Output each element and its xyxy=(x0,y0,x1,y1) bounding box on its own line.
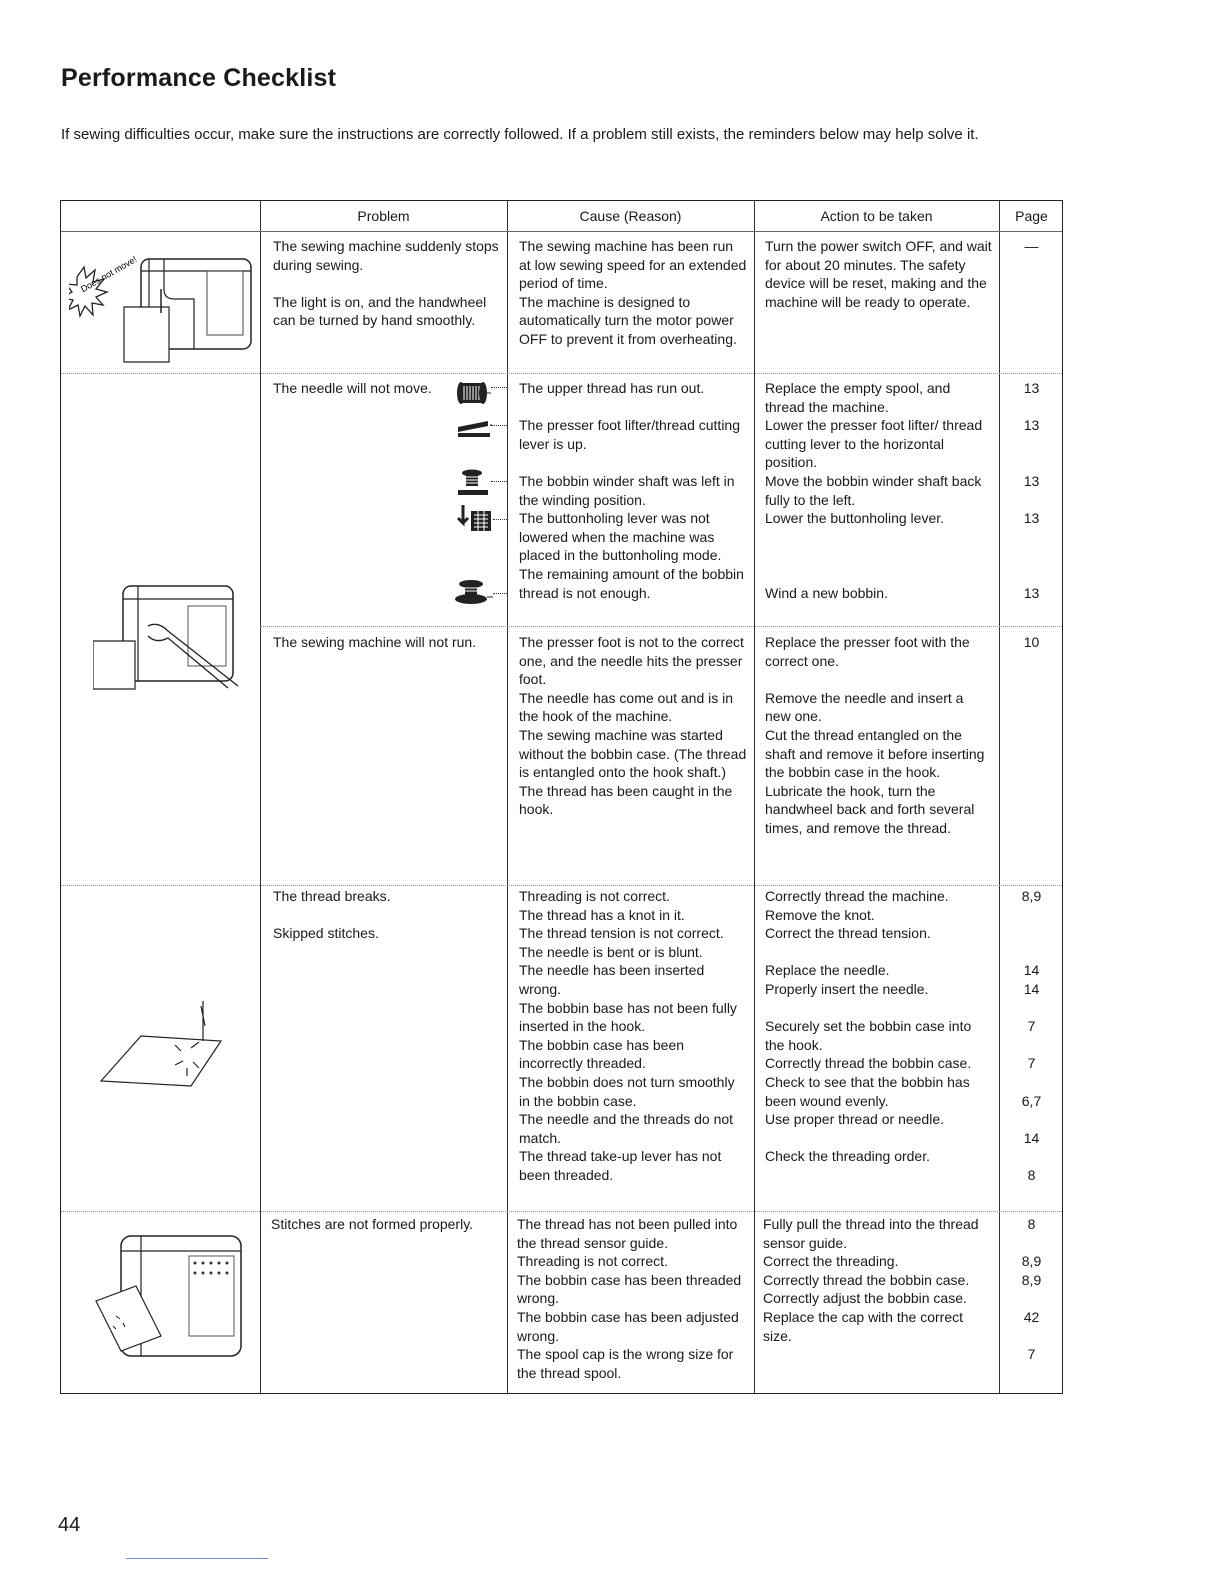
header-problem: Problem xyxy=(357,208,410,224)
row2-cause: The upper thread has run out. The presser foot lifter/thread cutting lever is up. The bobbin winder shaft was left in the winding position. The buttonholing lever was not lowered when the machine was placed in the buttonholing mode. The remaining amount of the bobbin thread is not enough. xyxy=(519,380,744,601)
footer-rule xyxy=(126,1558,268,1559)
page-number: 44 xyxy=(58,1514,81,1536)
presser-foot-lever-icon xyxy=(456,417,492,443)
spool-icon xyxy=(455,379,491,407)
header-divider xyxy=(61,231,1062,232)
row1-page: — xyxy=(1024,238,1039,254)
header-action: Action to be taken xyxy=(820,208,933,224)
row-divider xyxy=(61,373,1062,374)
bobbin-icon xyxy=(453,579,493,607)
header-cause: Cause (Reason) xyxy=(579,208,682,224)
leader-line xyxy=(491,481,507,482)
row4-problem: The thread breaks. Skipped stitches. xyxy=(273,888,391,942)
sewing-machine-illustration xyxy=(69,239,259,367)
row1-problem: The sewing machine suddenly stops during sewing. The light is on, and the handwheel can be turned by hand smoothly. xyxy=(273,238,499,329)
leader-line xyxy=(491,387,507,388)
row-divider xyxy=(61,1211,1062,1212)
row4-action: Correctly thread the machine. Remove the knot. Correct the thread tension. Replace the needle. Properly insert the needle. Securely set the bobbin case into the hook. Correctly thread the bobbin case. Check to see that the bobbin has been wound evenly. Use proper thread or needle. Check the threading order. xyxy=(765,888,972,1165)
column-divider xyxy=(754,201,755,1393)
row1-cause: The sewing machine has been run at low sewing speed for an extended period of time. The machine is designed to automatically turn the motor power OFF to prevent it from overheating. xyxy=(519,238,747,347)
row3-page: 10 xyxy=(1023,634,1040,650)
row3-problem: The sewing machine will not run. xyxy=(273,634,477,650)
row2-action: Replace the empty spool, and thread the machine. Lower the presser foot lifter/ thread cutting lever to the horizontal position. Move the bobbin winder shaft back fully to the left. Lower the buttonholing lever. Wind a new bobbin. xyxy=(765,380,983,601)
row2-page: 13 13 13 13 13 xyxy=(1023,380,1040,601)
row2-problem: The needle will not move. xyxy=(273,380,432,396)
header-page: Page xyxy=(1015,208,1048,224)
row4-page: 8,9 14 14 7 7 6,7 14 8 xyxy=(1021,888,1042,1183)
column-divider xyxy=(260,201,261,1393)
does-not-move-label: Does not move! xyxy=(78,254,139,295)
sewing-machine-hand-illustration xyxy=(93,581,243,691)
intro-text: If sewing difficulties occur, make sure the instructions are correctly followed. If a problem still exists, the reminders below may help solve it. xyxy=(61,126,979,143)
row1-action: Turn the power switch OFF, and wait for about 20 minutes. The safety device will be reset, making and the machine will be ready to operate. xyxy=(765,238,992,310)
stitch-problem-illustration xyxy=(91,1231,251,1371)
page-title: Performance Checklist xyxy=(61,64,337,92)
row5-page: 8 8,9 8,9 42 7 xyxy=(1021,1216,1042,1363)
leader-line xyxy=(491,425,507,426)
column-divider xyxy=(507,201,508,1393)
row5-cause: The thread has not been pulled into the thread sensor guide. Threading is not correct. The bobbin case has been threaded wrong. The bobbin case has been adjusted wrong. The spool cap is the wrong size for the thread spool. xyxy=(517,1216,742,1381)
row4-cause: Threading is not correct. The thread has a knot in it. The thread tension is not correct. The needle is bent or is blunt. The needle has been inserted wrong. The bobbin base has not been fully inserted in the hook. The bobbin case has been incorrectly threaded. The bobbin does not turn smoothly in the bobbin case. The needle and the threads do not match. The thread take-up lever has not been threaded. xyxy=(519,888,737,1183)
row5-problem: Stitches are not formed properly. xyxy=(271,1216,474,1232)
thread-breaks-illustration xyxy=(91,996,231,1096)
row5-action: Fully pull the thread into the thread sensor guide. Correct the threading. Correctly thread the bobbin case. Correctly adjust the bobbin case. Replace the cap with the correct size. xyxy=(763,1216,979,1344)
bobbin-winder-icon xyxy=(456,468,492,496)
checklist-table xyxy=(60,200,1063,1394)
leader-line xyxy=(493,519,507,520)
buttonhole-lever-icon xyxy=(457,503,493,533)
leader-line xyxy=(493,593,507,594)
row3-cause: The presser foot is not to the correct one, and the needle hits the presser foot. The needle has come out and is in the hook of the machine. The sewing machine was started without the bobbin case. (The thread is entangled onto the hook shaft.) The thread has been caught in the hook. xyxy=(519,634,747,818)
row-divider xyxy=(260,626,1062,627)
row3-action: Replace the presser foot with the correct one. Remove the needle and insert a new one. Cut the thread entangled on the shaft and remove it before inserting the bobbin case in the hook. Lubricate the hook, turn the handwheel back and forth several times, and remove the thread. xyxy=(765,634,985,836)
row-divider xyxy=(61,885,1062,886)
